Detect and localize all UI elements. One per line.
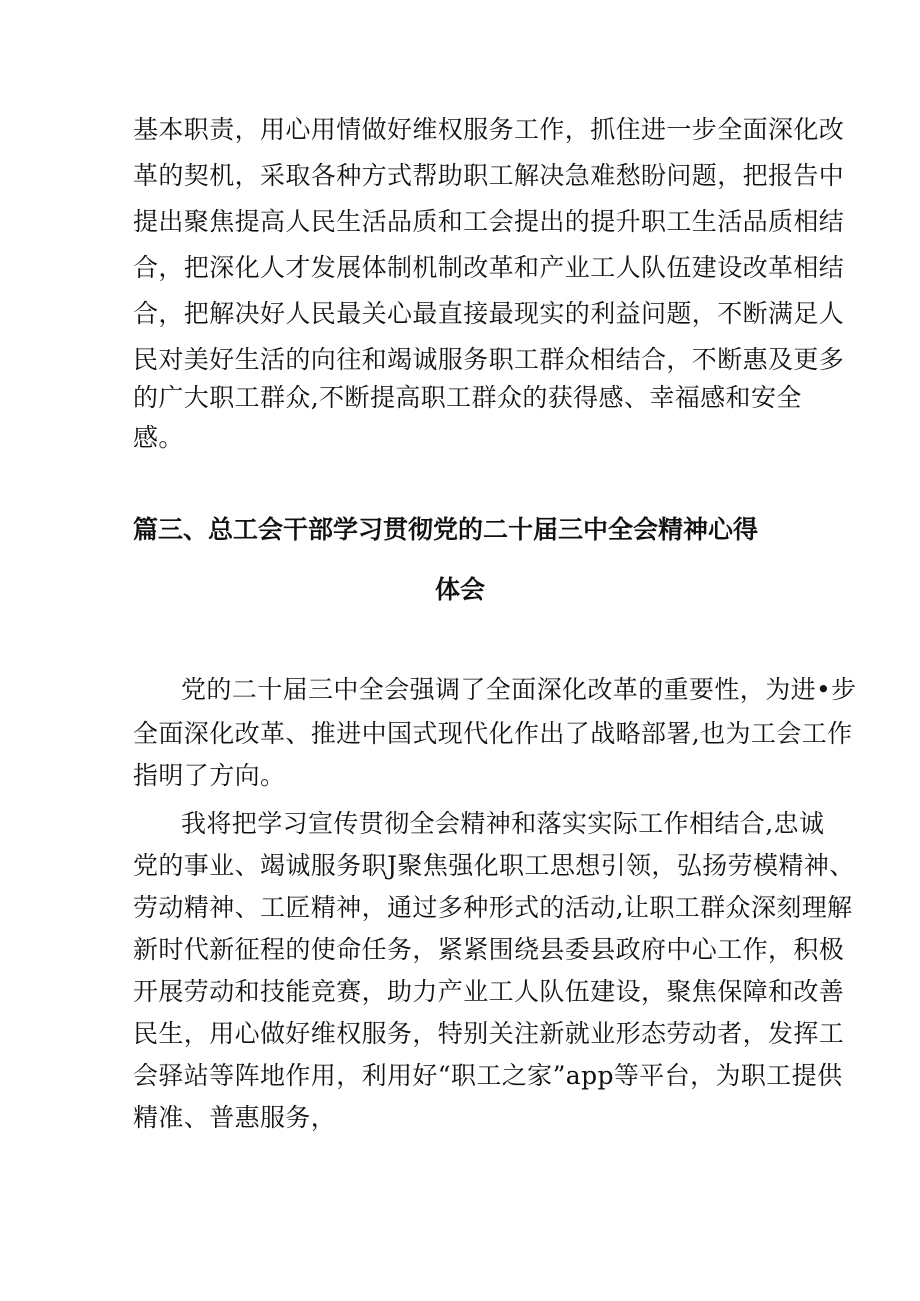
- text-line: 新时代新征程的使命任务，紧紧围绕县委县政府中心工作，积极: [133, 935, 845, 964]
- heading-line-2: 体会: [434, 575, 485, 604]
- text-line: 的广大职工群众,不断提高职工群众的获得感、幸福感和安全: [133, 383, 802, 412]
- text-line: 我将把学习宣传贯彻全会精神和落实实际工作相结合,忠诚: [181, 809, 825, 838]
- text-line: 党的二十届三中全会强调了全面深化改革的重要性，为进•步: [181, 675, 857, 704]
- text-line: 开展劳动和技能竞赛，助力产业工人队伍建设，聚焦保障和改善: [133, 977, 845, 1006]
- text-line: 会驿站等阵地作用，利用好“职工之家”app等平台，为职工提供: [133, 1061, 843, 1090]
- text-line: 合，把解决好人民最关心最直接最现实的利益问题，不断满足人: [133, 299, 845, 328]
- text-line: 精准、普惠服务，: [133, 1103, 337, 1132]
- text-line: 感。: [133, 423, 184, 452]
- text-line: 民生，用心做好维权服务，特别关注新就业形态劳动者，发挥工: [133, 1019, 845, 1048]
- text-line: 民对美好生活的向往和竭诚服务职工群众相结合，不断惠及更多: [133, 345, 845, 374]
- text-line: 指明了方向。: [133, 761, 286, 790]
- text-line: 合，把深化人才发展体制机制改革和产业工人队伍建设改革相结: [133, 253, 845, 282]
- text-line: 劳动精神、工匠精神，通过多种形式的活动,让职工群众深刻理解: [133, 893, 853, 922]
- text-line: 革的契机，采取各种方式帮助职工解决急难愁盼问题，把报告中: [133, 161, 845, 190]
- text-line: 基本职责，用心用情做好维权服务工作，抓住进一步全面深化改: [133, 115, 845, 144]
- text-line: 提出聚焦提高人民生活品质和工会提出的提升职工生活品质相结: [133, 207, 845, 236]
- text-line: 党的事业、竭诚服务职J聚焦强化职工思想引领，弘扬劳模精神、: [133, 851, 855, 880]
- heading-line-1: 篇三、总工会干部学习贯彻党的二十届三中全会精神心得: [133, 515, 759, 544]
- text-line: 全面深化改革、推进中国式现代化作出了战略部署,也为工会工作: [133, 719, 853, 748]
